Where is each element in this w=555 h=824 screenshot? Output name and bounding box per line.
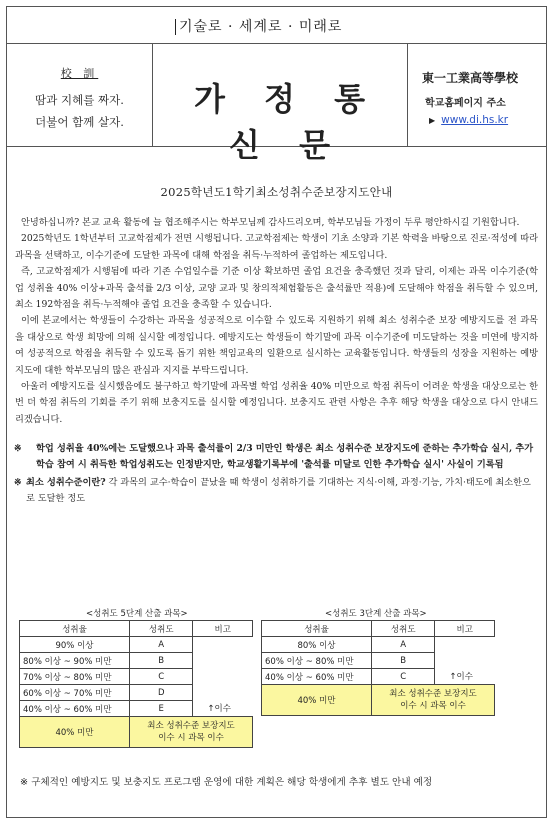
table-cell: B (372, 653, 435, 669)
newspaper-title-box (152, 43, 408, 164)
school-name: 東一工業高等學校 (422, 71, 519, 85)
table-cell: 80% 이상 ~ 90% 미만 (20, 653, 130, 669)
newsletter-frame (6, 6, 547, 818)
pass-note: ↑이수 (207, 704, 231, 714)
table-row (262, 637, 495, 653)
table-cell: C (130, 669, 193, 685)
table-header: 비고 (193, 621, 253, 637)
paragraph-prevention: 이에 본교에서는 학생들이 수강하는 과목을 성공적으로 이수할 수 있도록 지원하기 위해 최소 성취수준 보장 예방지도를 전 과목을 대상으로 학생 희망에 의해 실시할 예정입니다. 예방지도는 학생들이 학기말에 과목 이수기준에 미도달하는 것을 미연에 방지하여 성공적으로 학점을 취득할 수 있도록 돕기 위한 책임교육의 일환으로 실시하는 교육활동입니다. 학생들의 성장을 지원하는 예방지도에 대한 학부모님의 많은 관심과 지지를 부탁드립니다. (15, 315, 538, 376)
table-header-row (262, 621, 495, 637)
note-attendance (14, 441, 538, 473)
table-cell: C (372, 669, 435, 685)
table-cell: 40% 미만 (262, 685, 372, 716)
table-row-fail (262, 685, 495, 716)
note-attendance-text: 학업 성취율 40%에는 도달했으나 과목 출석률이 2/3 미만인 학생은 최소 성취수준 보장지도에 준하는 추가학습 실시, 추가학습 참여 시 취득한 학업성취도는 인정받지만, 학교생활기록부에 '출석률 미달로 인한 추가학습 실시' 사실이 기록됨 (36, 443, 534, 471)
fail-note (372, 685, 495, 716)
homepage-url-row (429, 114, 546, 126)
table-cell: 60% 이상 ~ 70% 미만 (20, 685, 130, 701)
table3-caption: <성취도 3단계 산출 과목> (325, 609, 427, 619)
paragraph-supplement: 아울러 예방지도를 실시했음에도 불구하고 학기말에 과목별 학업 성취율 40% 미만으로 학점 취득이 어려운 학생을 대상으로는 한 번 더 학점 취득의 기회를 주기 위해 보충지도를 실시할 예정입니다. 보충지도 관련 사항은 추후 해당 학생을 대상으로 다시 안내드리겠습니다. (15, 381, 538, 425)
motto-text: 기술로 · 세계로 · 미래로 (175, 19, 342, 35)
table-header: 성취도 (372, 621, 435, 637)
table-header: 비고 (435, 621, 495, 637)
letter-body (7, 147, 546, 507)
table-cell: 40% 미만 (20, 717, 130, 748)
table-row (20, 637, 253, 653)
note-definition (14, 475, 538, 507)
table-row-fail (20, 717, 253, 748)
paragraph-intro: 2025학년도 1학년부터 고교학점제가 전면 시행됩니다. 고교학점제는 학생이 기초 소양과 기본 학력을 바탕으로 진로·적성에 따라 과목을 선택하고, 이수기준에 도달한 과목에 대해 학점을 취득·누적하여 졸업하는 제도입니다. (15, 233, 538, 261)
masthead (7, 43, 546, 164)
fail-note-line2: 이수 시 과목 이수 (158, 733, 224, 743)
school-motto-line2: 더불어 함께 살자. (35, 115, 124, 129)
table5-caption: <성취도 5단계 산출 과목> (86, 609, 188, 619)
school-motto-line1: 땀과 지혜를 짜자. (35, 93, 124, 107)
pass-note: ↑이수 (449, 672, 473, 682)
note-definition-label: 최소 성취수준이란? (26, 477, 106, 489)
table-cell: 80% 이상 (262, 637, 372, 653)
table-cell: 70% 이상 ~ 80% 미만 (20, 669, 130, 685)
table-cell: E (130, 701, 193, 717)
motto-bar (7, 7, 546, 44)
table5 (19, 620, 253, 748)
note-mark: ※ (14, 443, 22, 455)
footer-note: ※ 구체적인 예방지도 및 보충지도 프로그램 운영에 대한 계획은 해당 학생에게 추후 별도 안내 예정 (20, 777, 433, 788)
fail-note-line1: 최소 성취수준 보장지도 (147, 721, 235, 731)
table3 (261, 620, 495, 716)
table-header: 성취율 (262, 621, 372, 637)
note-definition-text: 각 과목의 교수·학습이 끝났을 때 학생이 성취하기를 기대하는 지식·이해, 과정·기능, 가치·태도에 최소한으로 도달한 정도 (26, 477, 531, 505)
table-header-row (20, 621, 253, 637)
homepage-link[interactable]: www.di.hs.kr (441, 114, 509, 126)
triangle-right-icon: ▶ (429, 116, 436, 125)
fail-note-line1: 최소 성취수준 보장지도 (389, 689, 477, 699)
table-cell: A (372, 637, 435, 653)
table-header: 성취도 (130, 621, 193, 637)
school-motto-title: 校 訓 (60, 67, 99, 80)
table-cell: 40% 이상 ~ 60% 미만 (262, 669, 372, 685)
notes (7, 441, 546, 507)
note-mark: ※ (14, 477, 22, 489)
newspaper-title: 가 정 통 신 문 (193, 80, 380, 164)
table-cell: 60% 이상 ~ 80% 미만 (262, 653, 372, 669)
paragraph-greeting: 안녕하십니까? 본교 교육 활동에 늘 협조해주시는 학부모님께 감사드리오며, 학부모님들 가정이 두루 평안하시길 기원합니다. (21, 217, 520, 228)
fail-note-line2: 이수 시 과목 이수 (400, 701, 466, 711)
table-cell: A (130, 637, 193, 653)
document-title: 2025학년도1학기최소성취수준보장지도안내 (160, 185, 393, 199)
paragraph-requirements: 즉, 고교학점제가 시행됨에 따라 기존 수업일수를 기준 이상 확보하면 졸업 요건을 충족했던 것과 달리, 이제는 과목 이수기준(학업 성취율 40% 이상+과목 출석률 2/3 이상, 교양 교과 및 창의적체험활동은 출석률만 적용)에 도달해야 학점을 취득할 수 있으며, 최소 192학점을 취득·누적해야 졸업 요건을 충족할 수 있습니다. (15, 266, 538, 311)
table-header: 성취율 (20, 621, 130, 637)
homepage-label: 학교홈페이지 주소 (425, 98, 506, 109)
school-info-box (407, 43, 546, 146)
school-motto-box (7, 43, 153, 146)
table-cell: D (130, 685, 193, 701)
fail-note (130, 717, 253, 748)
table-cell: 40% 이상 ~ 60% 미만 (20, 701, 130, 717)
table-cell: B (130, 653, 193, 669)
table-cell: 90% 이상 (20, 637, 130, 653)
